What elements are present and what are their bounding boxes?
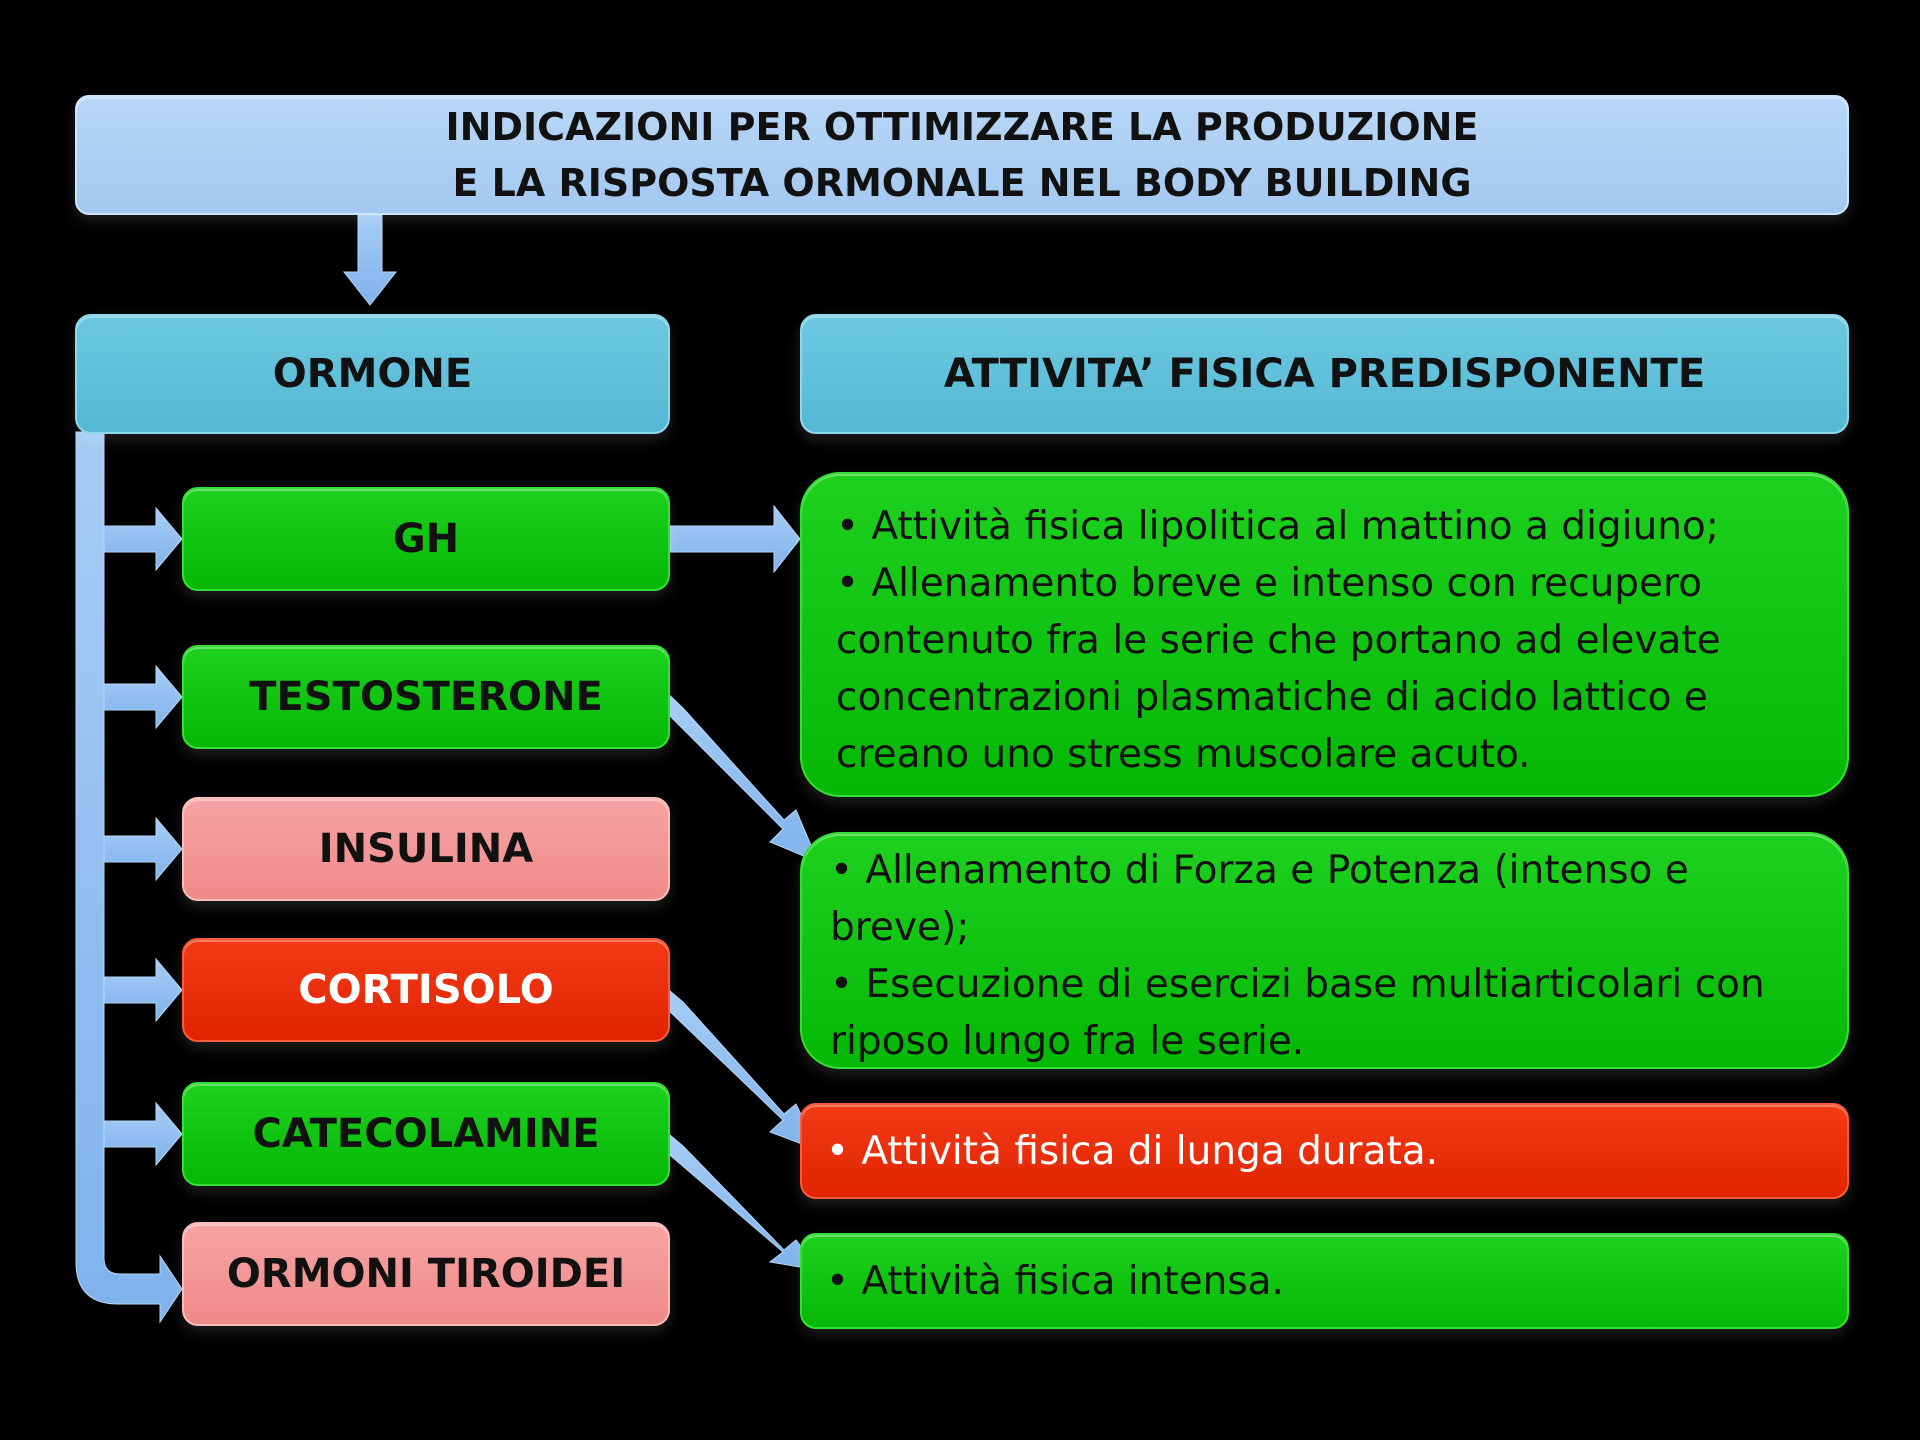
activity-gh-line: • Attività fisica lipolitica al mattino a digiuno; bbox=[836, 504, 1719, 549]
activity-testosterone-line: breve); bbox=[830, 905, 970, 950]
arrow-branch-catecolamine bbox=[104, 1103, 182, 1165]
hormone-insulina: INSULINA bbox=[182, 797, 670, 901]
hormone-ormoni-tiroidei: ORMONI TIROIDEI bbox=[182, 1222, 670, 1326]
arrow-title-to-ormone bbox=[344, 215, 396, 305]
hormone-catecolamine: CATECOLAMINE bbox=[182, 1082, 670, 1186]
activity-cortisolo bbox=[800, 1103, 1849, 1199]
activity-testosterone-line: • Allenamento di Forza e Potenza (intenso e bbox=[830, 848, 1689, 893]
activity-cortisolo-text: • Attività fisica di lunga durata. bbox=[826, 1128, 1439, 1174]
activity-testosterone-line: • Esecuzione di esercizi base multiarticolari con bbox=[830, 962, 1765, 1007]
hormone-gh: GH bbox=[182, 487, 670, 591]
header-ormone: ORMONE bbox=[75, 314, 670, 434]
activity-gh-line: creano uno stress muscolare acuto. bbox=[836, 732, 1531, 777]
header-attivita: ATTIVITA’ FISICA PREDISPONENTE bbox=[800, 314, 1849, 434]
arrow-branch-gh bbox=[104, 508, 182, 570]
activity-catecolamine-text: • Attività fisica intensa. bbox=[826, 1258, 1284, 1304]
hormone-cortisolo: CORTISOLO bbox=[182, 938, 670, 1042]
activity-catecolamine bbox=[800, 1233, 1849, 1329]
activity-gh-line: contenuto fra le serie che portano ad elevate bbox=[836, 618, 1721, 663]
title-line-2: E LA RISPOSTA ORMONALE NEL BODY BUILDING bbox=[452, 161, 1472, 205]
title-line-1: INDICAZIONI PER OTTIMIZZARE LA PRODUZIONE bbox=[445, 105, 1479, 149]
arrow-branch-cortisolo bbox=[104, 959, 182, 1021]
activity-gh bbox=[800, 472, 1849, 797]
arrow-spine bbox=[76, 432, 182, 1322]
activity-gh-line: • Allenamento breve e intenso con recupero bbox=[836, 561, 1703, 606]
hormone-testosterone: TESTOSTERONE bbox=[182, 645, 670, 749]
arrow-gh-to-activity bbox=[670, 506, 800, 572]
arrow-testosterone-to-activity bbox=[664, 690, 818, 862]
activity-gh-line: concentrazioni plasmatiche di acido lattico e bbox=[836, 675, 1708, 720]
activity-testosterone-line: riposo lungo fra le serie. bbox=[830, 1019, 1305, 1064]
arrow-catecolamine-to-activity bbox=[664, 1130, 818, 1270]
arrow-branch-insulina bbox=[104, 818, 182, 880]
arrow-branch-testosterone bbox=[104, 666, 182, 728]
activity-testosterone bbox=[800, 832, 1849, 1069]
arrow-cortisolo-to-activity bbox=[664, 986, 818, 1150]
diagram-title bbox=[75, 95, 1849, 215]
